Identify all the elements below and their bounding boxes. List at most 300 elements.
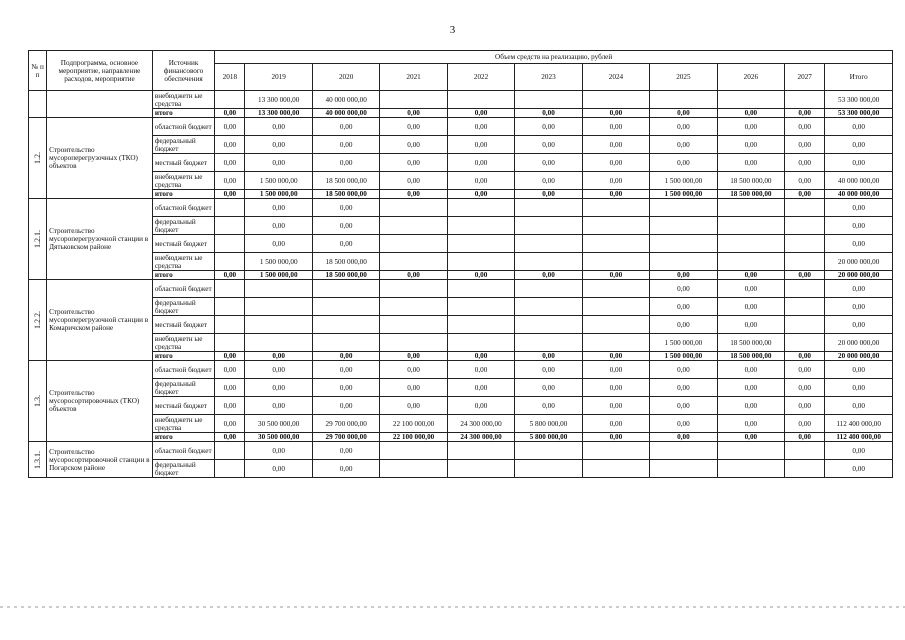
amount-cell: 0,00 [582,271,649,280]
amount-cell: 0,00 [447,109,514,118]
amount-cell: 0,00 [650,361,717,379]
amount-cell [380,235,447,253]
amount-cell: 18 500 000,00 [312,172,379,190]
amount-cell: 0,00 [785,352,825,361]
amount-cell: 29 700 000,00 [312,433,379,442]
amount-cell: 22 100 000,00 [380,415,447,433]
amount-cell: 0,00 [717,415,784,433]
amount-cell: 0,00 [312,136,379,154]
amount-cell: 0,00 [245,199,312,217]
amount-cell: 0,00 [785,190,825,199]
amount-cell: 0,00 [245,361,312,379]
amount-cell [447,460,514,478]
amount-cell [447,217,514,235]
row-total-cell: 0,00 [825,361,893,379]
amount-cell: 40 000 000,00 [312,109,379,118]
amount-cell: 0,00 [380,118,447,136]
table-total-row [29,433,893,442]
table-total-row [29,109,893,118]
amount-cell: 0,00 [215,271,245,280]
amount-cell: 0,00 [245,235,312,253]
activity-name: Строительство мусоросортировочной станции в Погарском районе [47,442,153,478]
funding-source: местный бюджет [152,235,214,253]
header-year: 2024 [582,64,649,91]
amount-cell: 0,00 [785,379,825,397]
funding-source: федеральный бюджет [152,217,214,235]
row-index: 1.3. [32,395,42,407]
header-year: 2027 [785,64,825,91]
amount-cell: 0,00 [785,361,825,379]
amount-cell: 0,00 [312,199,379,217]
funding-source: внебюджетн ые средства [152,91,214,109]
amount-cell: 0,00 [380,136,447,154]
funding-source: областной бюджет [152,280,214,298]
amount-cell: 0,00 [215,109,245,118]
funding-source: областной бюджет [152,442,214,460]
amount-cell [785,298,825,316]
amount-cell: 0,00 [245,154,312,172]
amount-cell: 0,00 [717,397,784,415]
row-index: 1.2. [32,152,42,164]
amount-cell [785,442,825,460]
row-index-cell [29,361,47,442]
amount-cell [515,442,582,460]
amount-cell: 24 300 000,00 [447,433,514,442]
amount-cell [215,280,245,298]
amount-cell: 0,00 [312,397,379,415]
amount-cell: 0,00 [515,190,582,199]
funding-source: внебюджетн ые средства [152,172,214,190]
amount-cell [785,199,825,217]
funding-source: внебюджетн ые средства [152,253,214,271]
amount-cell [515,199,582,217]
amount-cell [245,298,312,316]
amount-cell: 0,00 [717,433,784,442]
amount-cell: 0,00 [515,352,582,361]
amount-cell [650,442,717,460]
amount-cell: 0,00 [717,316,784,334]
amount-cell [650,199,717,217]
amount-cell: 0,00 [245,217,312,235]
amount-cell: 0,00 [215,190,245,199]
amount-cell: 0,00 [650,379,717,397]
amount-cell: 0,00 [515,154,582,172]
activity-name [47,91,153,118]
amount-cell: 0,00 [515,379,582,397]
amount-cell [215,217,245,235]
header-total: Итого [825,64,893,91]
amount-cell: 0,00 [312,235,379,253]
header-num: № п п [29,51,47,91]
amount-cell: 18 500 000,00 [717,334,784,352]
amount-cell [380,91,447,109]
amount-cell [215,442,245,460]
amount-cell [582,442,649,460]
row-total-cell: 0,00 [825,280,893,298]
amount-cell: 0,00 [245,136,312,154]
amount-cell: 1 500 000,00 [245,271,312,280]
amount-cell [717,199,784,217]
amount-cell: 13 300 000,00 [245,109,312,118]
funding-source: областной бюджет [152,361,214,379]
amount-cell: 0,00 [447,379,514,397]
header-year: 2018 [215,64,245,91]
amount-cell: 0,00 [380,361,447,379]
amount-cell [515,298,582,316]
funding-source: федеральный бюджет [152,298,214,316]
amount-cell [582,298,649,316]
activity-name: Строительство мусороперегрузочной станции в Дятьковском районе [47,199,153,280]
amount-cell [650,217,717,235]
amount-cell [717,253,784,271]
amount-cell: 0,00 [650,316,717,334]
funding-source: итого [152,271,214,280]
amount-cell [582,280,649,298]
table-row [29,415,893,433]
amount-cell: 0,00 [650,298,717,316]
scan-artifact-line [0,606,905,608]
table-row [29,91,893,109]
amount-cell: 40 000 000,00 [312,91,379,109]
amount-cell [515,253,582,271]
activity-name: Строительство мусороперегрузочной станции в Комаричском районе [47,280,153,361]
amount-cell: 0,00 [447,172,514,190]
row-total-cell: 0,00 [825,136,893,154]
amount-cell: 0,00 [650,397,717,415]
amount-cell: 0,00 [785,118,825,136]
table-row [29,199,893,217]
amount-cell: 0,00 [650,433,717,442]
funding-source: областной бюджет [152,118,214,136]
amount-cell: 0,00 [650,109,717,118]
amount-cell: 0,00 [582,361,649,379]
amount-cell [380,460,447,478]
amount-cell [215,298,245,316]
amount-cell: 18 500 000,00 [312,190,379,199]
amount-cell: 0,00 [515,118,582,136]
amount-cell: 13 300 000,00 [245,91,312,109]
amount-cell: 0,00 [447,361,514,379]
amount-cell: 0,00 [785,109,825,118]
amount-cell [717,217,784,235]
amount-cell: 1 500 000,00 [245,190,312,199]
amount-cell [380,199,447,217]
amount-cell: 0,00 [245,460,312,478]
amount-cell [447,91,514,109]
table-row [29,298,893,316]
amount-cell: 0,00 [380,379,447,397]
funding-source: федеральный бюджет [152,136,214,154]
amount-cell: 0,00 [650,136,717,154]
amount-cell [515,91,582,109]
amount-cell: 0,00 [785,136,825,154]
table-row [29,118,893,136]
amount-cell: 0,00 [215,352,245,361]
amount-cell: 0,00 [582,109,649,118]
amount-cell [717,91,784,109]
table-row [29,379,893,397]
amount-cell: 0,00 [582,352,649,361]
amount-cell [245,334,312,352]
amount-cell: 1 500 000,00 [650,334,717,352]
row-total-cell: 112 400 000,00 [825,433,893,442]
header-name: Подпрограмма, основное мероприятие, направление расходов, мероприятие [47,51,153,91]
amount-cell: 0,00 [785,415,825,433]
amount-cell: 0,00 [785,154,825,172]
amount-cell [447,334,514,352]
amount-cell [447,235,514,253]
amount-cell: 0,00 [717,118,784,136]
row-total-cell: 0,00 [825,199,893,217]
amount-cell: 0,00 [582,415,649,433]
amount-cell: 0,00 [312,361,379,379]
amount-cell [215,460,245,478]
amount-cell [582,460,649,478]
funding-source: итого [152,352,214,361]
amount-cell [215,199,245,217]
amount-cell: 0,00 [650,154,717,172]
amount-cell [650,460,717,478]
amount-cell: 0,00 [215,397,245,415]
amount-cell [515,280,582,298]
amount-cell [380,253,447,271]
amount-cell: 0,00 [215,433,245,442]
amount-cell [447,316,514,334]
amount-cell: 22 100 000,00 [380,433,447,442]
funding-source: итого [152,190,214,199]
amount-cell: 0,00 [717,361,784,379]
amount-cell [447,280,514,298]
row-index: 1.2.2. [32,311,42,329]
amount-cell [380,442,447,460]
row-total-cell: 53 300 000,00 [825,91,893,109]
amount-cell [215,316,245,334]
row-total-cell: 0,00 [825,217,893,235]
row-index-cell [29,91,47,118]
funding-source: местный бюджет [152,154,214,172]
header-year: 2019 [245,64,312,91]
amount-cell [785,460,825,478]
row-total-cell: 40 000 000,00 [825,190,893,199]
budget-table [28,50,893,478]
amount-cell: 0,00 [312,379,379,397]
table-row [29,334,893,352]
row-total-cell: 20 000 000,00 [825,334,893,352]
amount-cell [650,253,717,271]
amount-cell: 0,00 [717,298,784,316]
amount-cell: 0,00 [515,361,582,379]
amount-cell: 0,00 [785,433,825,442]
amount-cell: 0,00 [717,379,784,397]
funding-source: областной бюджет [152,199,214,217]
amount-cell: 0,00 [245,442,312,460]
amount-cell: 0,00 [582,190,649,199]
amount-cell: 0,00 [717,154,784,172]
header-year: 2022 [447,64,514,91]
activity-name: Строительство мусоросортировочных (ТКО) объектов [47,361,153,442]
table-row [29,217,893,235]
amount-cell: 0,00 [447,271,514,280]
amount-cell: 0,00 [380,154,447,172]
amount-cell [650,235,717,253]
amount-cell: 0,00 [447,352,514,361]
row-total-cell: 0,00 [825,235,893,253]
row-index-cell [29,199,47,280]
amount-cell [312,334,379,352]
amount-cell: 0,00 [380,271,447,280]
amount-cell [582,253,649,271]
amount-cell: 0,00 [717,136,784,154]
row-total-cell: 40 000 000,00 [825,172,893,190]
amount-cell [717,235,784,253]
amount-cell: 24 300 000,00 [447,415,514,433]
amount-cell: 0,00 [582,172,649,190]
row-index: 1.2.1. [32,230,42,248]
table-row [29,172,893,190]
row-total-cell: 0,00 [825,442,893,460]
amount-cell: 0,00 [717,109,784,118]
amount-cell: 5 800 000,00 [515,433,582,442]
amount-cell [650,91,717,109]
amount-cell [380,298,447,316]
table-total-row [29,271,893,280]
amount-cell: 0,00 [582,397,649,415]
amount-cell [245,280,312,298]
funding-source: местный бюджет [152,316,214,334]
funding-source: внебюджетн ые средства [152,334,214,352]
table-row [29,235,893,253]
header-year: 2023 [515,64,582,91]
amount-cell: 0,00 [785,271,825,280]
header-year: 2026 [717,64,784,91]
amount-cell: 0,00 [650,280,717,298]
amount-cell: 0,00 [447,190,514,199]
amount-cell: 0,00 [650,118,717,136]
amount-cell: 0,00 [245,118,312,136]
amount-cell [785,235,825,253]
amount-cell: 18 500 000,00 [717,190,784,199]
amount-cell [380,217,447,235]
page-number: 3 [449,24,456,36]
amount-cell: 0,00 [380,352,447,361]
table-row [29,136,893,154]
table-row [29,460,893,478]
amount-cell [582,91,649,109]
amount-cell [245,316,312,334]
row-total-cell: 20 000 000,00 [825,253,893,271]
amount-cell: 5 800 000,00 [515,415,582,433]
amount-cell: 0,00 [312,442,379,460]
amount-cell: 0,00 [312,154,379,172]
table-total-row [29,190,893,199]
row-index-cell [29,442,47,478]
amount-cell [582,199,649,217]
table-row [29,154,893,172]
amount-cell: 29 700 000,00 [312,415,379,433]
row-total-cell: 0,00 [825,298,893,316]
amount-cell [312,316,379,334]
amount-cell: 0,00 [245,379,312,397]
row-total-cell: 112 400 000,00 [825,415,893,433]
table-row [29,280,893,298]
amount-cell: 0,00 [515,397,582,415]
amount-cell: 0,00 [447,118,514,136]
amount-cell: 0,00 [245,352,312,361]
amount-cell: 0,00 [447,136,514,154]
amount-cell: 0,00 [380,109,447,118]
amount-cell: 0,00 [380,190,447,199]
table-row [29,253,893,271]
amount-cell [515,334,582,352]
amount-cell: 0,00 [717,271,784,280]
amount-cell [515,460,582,478]
amount-cell [582,235,649,253]
amount-cell: 0,00 [785,397,825,415]
amount-cell: 0,00 [215,118,245,136]
amount-cell: 0,00 [582,379,649,397]
table-total-row [29,352,893,361]
amount-cell [215,235,245,253]
row-total-cell: 0,00 [825,460,893,478]
amount-cell: 0,00 [312,118,379,136]
amount-cell: 30 500 000,00 [245,415,312,433]
row-index-cell [29,280,47,361]
amount-cell: 0,00 [215,379,245,397]
amount-cell: 1 500 000,00 [650,190,717,199]
amount-cell [447,199,514,217]
row-total-cell: 20 000 000,00 [825,352,893,361]
amount-cell [785,91,825,109]
row-total-cell: 0,00 [825,118,893,136]
header-source: Источник финансового обеспечения [152,51,214,91]
table-row [29,397,893,415]
amount-cell: 0,00 [785,172,825,190]
amount-cell [582,334,649,352]
amount-cell: 0,00 [717,280,784,298]
amount-cell [447,442,514,460]
table-row [29,316,893,334]
amount-cell [312,280,379,298]
amount-cell: 0,00 [380,397,447,415]
amount-cell: 18 500 000,00 [312,271,379,280]
amount-cell [515,217,582,235]
amount-cell: 1 500 000,00 [245,253,312,271]
row-index-cell [29,118,47,199]
amount-cell [717,460,784,478]
funding-source: федеральный бюджет [152,460,214,478]
amount-cell [447,253,514,271]
amount-cell: 0,00 [582,136,649,154]
amount-cell: 0,00 [312,217,379,235]
header-year: 2021 [380,64,447,91]
amount-cell [785,217,825,235]
amount-cell [785,316,825,334]
amount-cell: 0,00 [582,433,649,442]
amount-cell: 0,00 [582,118,649,136]
amount-cell: 0,00 [582,154,649,172]
amount-cell [447,298,514,316]
amount-cell [515,316,582,334]
amount-cell [717,442,784,460]
table-row [29,361,893,379]
row-total-cell: 0,00 [825,397,893,415]
funding-source: итого [152,109,214,118]
funding-source: внебюджетн ые средства [152,415,214,433]
amount-cell [312,298,379,316]
amount-cell [785,280,825,298]
amount-cell: 0,00 [650,415,717,433]
amount-cell: 0,00 [447,154,514,172]
